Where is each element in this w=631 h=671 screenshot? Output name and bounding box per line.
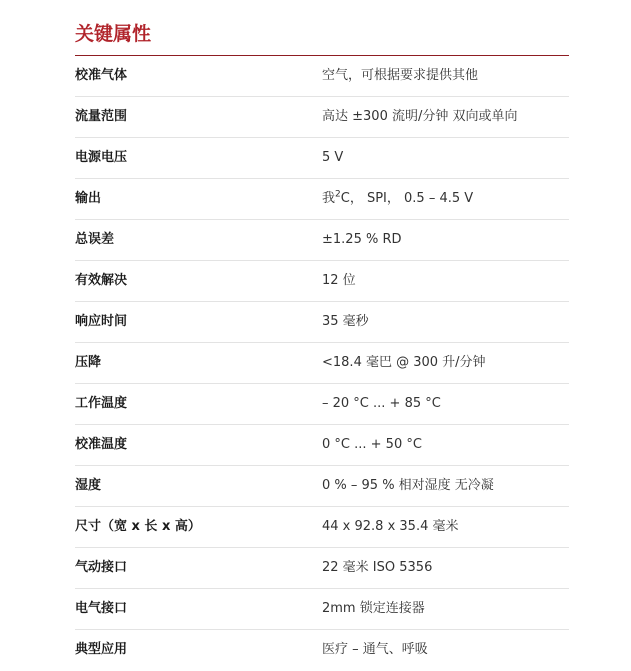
spec-value: 22 毫米 ISO 5356 — [322, 560, 433, 575]
spec-label: 输出 — [75, 191, 102, 206]
spec-value: <18.4 毫巴 @ 300 升/分钟 — [322, 355, 486, 370]
spec-row-electrical-connection — [75, 589, 569, 630]
specs-table — [75, 56, 569, 671]
spec-label: 典型应用 — [75, 642, 128, 657]
spec-value: 高达 ±300 流明/分钟 双向或单向 — [322, 109, 518, 124]
spec-value: 5 V — [322, 150, 344, 165]
spec-label: 气动接口 — [75, 560, 128, 575]
spec-value — [322, 179, 473, 219]
spec-label: 校准气体 — [75, 68, 128, 83]
spec-row-dimensions — [75, 507, 569, 548]
spec-value: 12 位 — [322, 273, 356, 288]
spec-row-pressure-drop — [75, 343, 569, 384]
spec-row-supply-voltage — [75, 138, 569, 179]
spec-value-suffix: C， SPI， 0.5 – 4.5 V — [340, 191, 474, 206]
spec-row-total-error — [75, 220, 569, 261]
spec-label: 有效解决 — [75, 273, 128, 288]
spec-row-operating-temperature — [75, 384, 569, 425]
spec-value: ±1.25 % RD — [322, 232, 402, 247]
spec-row-response-time — [75, 302, 569, 343]
spec-label: 湿度 — [75, 478, 102, 493]
spec-label: 电源电压 — [75, 150, 128, 165]
spec-label: 压降 — [75, 355, 102, 370]
spec-label: 总误差 — [75, 232, 115, 247]
spec-value: 医疗 – 通气、呼吸 — [322, 642, 428, 657]
section-title: 关键属性 — [75, 23, 152, 45]
spec-value: 44 x 92.8 x 35.4 毫米 — [322, 519, 459, 534]
spec-row-resolution — [75, 261, 569, 302]
spec-value: 空气，可根据要求提供其他 — [322, 68, 479, 83]
spec-row-pneumatic-connection — [75, 548, 569, 589]
spec-row-flow-range — [75, 97, 569, 138]
spec-value: 35 毫秒 — [322, 314, 369, 329]
spec-value: 0 °C ... + 50 °C — [322, 437, 422, 452]
spec-label: 流量范围 — [75, 109, 128, 124]
spec-label: 响应时间 — [75, 314, 128, 329]
spec-row-typical-application — [75, 630, 569, 671]
spec-label: 电气接口 — [75, 601, 128, 616]
spec-value-superscript: 2 — [335, 189, 341, 200]
spec-row-calibration-gas — [75, 56, 569, 97]
spec-row-output — [75, 179, 569, 220]
spec-value-prefix: 我 — [322, 191, 336, 206]
spec-row-calibration-temperature — [75, 425, 569, 466]
spec-label: 工作温度 — [75, 396, 128, 411]
spec-value: – 20 °C ... + 85 °C — [322, 396, 441, 411]
spec-row-humidity — [75, 466, 569, 507]
spec-value: 2mm 锁定连接器 — [322, 601, 425, 616]
spec-label: 校准温度 — [75, 437, 128, 452]
spec-label: 尺寸（宽 x 长 x 高） — [75, 519, 201, 534]
spec-value: 0 % – 95 % 相对湿度 无冷凝 — [322, 478, 494, 493]
